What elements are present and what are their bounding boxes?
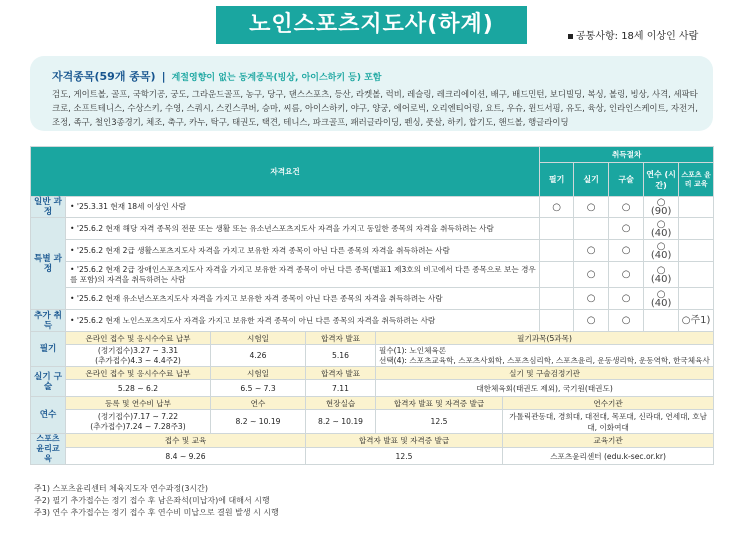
stage-label-practical: 실기 구술 xyxy=(31,367,66,397)
written-subjects-header: 필기과목(5과목) xyxy=(376,332,714,345)
footnote-1: 주1) 스포츠윤리센터 체육지도자 연수과정(3시간) xyxy=(34,484,209,493)
written-receipt-header: 온라인 접수 및 응시수수료 납부 xyxy=(66,332,211,345)
stage-label-written: 필기 xyxy=(31,332,66,367)
mark-cell xyxy=(679,288,714,310)
written-subjects-cell xyxy=(376,345,714,367)
written-exam-date: 4.26 xyxy=(211,345,306,367)
proc-col-training: 연수 (시간) xyxy=(644,163,679,197)
mark-cell: ○ xyxy=(574,262,609,288)
mark-cell: ○ (90) xyxy=(644,197,679,218)
mark-cell: ○ xyxy=(609,240,644,262)
training-org: 가톨릭관동대, 경희대, 대전대, 목포대, 신라대, 연세대, 호남대, 이화여대 xyxy=(503,410,714,434)
ethics-org-header: 교육기관 xyxy=(503,434,714,448)
mark-cell: ○ (40) xyxy=(644,288,679,310)
practical-result-date: 7.11 xyxy=(306,380,376,397)
training-reg-extra: (추가접수)7.24 ~ 7.28주3) xyxy=(90,421,186,431)
proc-col-ethics: 스포츠 윤리 교육 xyxy=(679,163,714,197)
stage-label-training: 연수 xyxy=(31,397,66,434)
practical-receipt-header: 온라인 접수 및 응시수수료 납부 xyxy=(66,367,211,380)
proc-col-practical: 실기 xyxy=(574,163,609,197)
group-label-general: 일반 과정 xyxy=(31,197,66,218)
practical-result-header: 합격자 발표 xyxy=(306,367,376,380)
mark-cell xyxy=(679,197,714,218)
written-receipt-extra: (추가접수)4.3 ~ 4.4주2) xyxy=(95,355,181,365)
practical-org: 대한체육회(태권도 제외), 국기원(태권도) xyxy=(376,380,714,397)
mark-cell xyxy=(644,310,679,332)
written-subjects-elective: 선택(4): 스포츠교육학, 스포츠사회학, 스포츠심리학, 스포츠윤리, 운동생리학, 운동역학, 한국체육사 xyxy=(379,355,710,365)
notice-text: 공통사항: 18세 이상인 사람 xyxy=(576,31,699,42)
practical-exam-date: 6.5 ~ 7.3 xyxy=(211,380,306,397)
mark-cell: ○ xyxy=(574,310,609,332)
written-receipt-cell xyxy=(66,345,211,367)
requirement-row: • '25.6.2 현재 노인스포츠지도사 자격을 가지고 보유한 자격 종목이 아닌 다른 종목의 자격을 취득하려는 사람 xyxy=(66,310,540,332)
mark-cell: ○ xyxy=(609,262,644,288)
mark-cell xyxy=(540,288,574,310)
procedure-table xyxy=(30,146,714,465)
proc-col-oral: 구술 xyxy=(609,163,644,197)
training-result-date: 12.5 xyxy=(376,410,503,434)
mark-cell xyxy=(540,310,574,332)
written-result-header: 합격자 발표 xyxy=(306,332,376,345)
practical-receipt-date: 5.28 ~ 6.2 xyxy=(66,380,211,397)
mark-cell: ○ xyxy=(609,218,644,240)
mark-cell: ○ xyxy=(609,310,644,332)
square-bullet-icon xyxy=(568,34,573,39)
mark-cell xyxy=(679,218,714,240)
mark-cell xyxy=(679,240,714,262)
proc-col-written: 필기 xyxy=(540,163,574,197)
ethics-org: 스포츠윤리센터 (edu.k-sec.or.kr) xyxy=(503,448,714,465)
training-reg-cell xyxy=(66,410,211,434)
ethics-receipt-date: 8.4 ~ 9.26 xyxy=(66,448,306,465)
written-subjects-required: 필수(1): 노인체육론 xyxy=(379,345,447,355)
sports-box xyxy=(30,56,713,131)
footnote-3: 주3) 연수 추가접수는 정기 접수 후 연수비 미납으로 결원 발생 시 시행 xyxy=(34,508,279,517)
practical-exam-header: 시험일 xyxy=(211,367,306,380)
group-label-additional: 추가 취득 xyxy=(31,310,66,332)
written-receipt-regular: (정기접수)3.27 ~ 3.31 xyxy=(97,345,179,355)
ethics-result-header: 합격자 발표 및 자격증 발급 xyxy=(306,434,503,448)
training-result-header: 합격자 발표 및 자격증 발급 xyxy=(376,397,503,410)
mark-cell xyxy=(574,218,609,240)
training-field-header: 현장실습 xyxy=(306,397,376,410)
sports-heading-title: 자격종목(59개 종목) xyxy=(52,70,156,83)
footnote-2: 주2) 필기 추가접수는 정기 접수 후 남은좌석(미납자)에 대해서 시행 xyxy=(34,496,270,505)
common-notice xyxy=(568,27,698,42)
ethics-result-date: 12.5 xyxy=(306,448,503,465)
mark-cell: ○ xyxy=(574,197,609,218)
training-reg-regular: (정기접수)7.17 ~ 7.22 xyxy=(97,411,179,421)
mark-cell: ○ xyxy=(609,288,644,310)
requirement-row: • '25.6.2 현재 2급 장애인스포츠지도사 자격을 가지고 보유한 자격 종목이 아닌 다른 종목(별표1 제3호의 비고에서 다른 종목으로 보는 경우를 포함)의 자격을 취득하려는 사람 xyxy=(66,262,540,288)
mark-cell xyxy=(540,262,574,288)
sports-heading-separator: | xyxy=(161,70,166,83)
training-training-header: 연수 xyxy=(211,397,306,410)
mark-cell xyxy=(540,218,574,240)
training-field-date: 8.2 ~ 10.19 xyxy=(306,410,376,434)
ethics-receipt-header: 접수 및 교육 xyxy=(66,434,306,448)
mark-cell xyxy=(540,240,574,262)
mark-cell xyxy=(679,262,714,288)
mark-cell: ○ (40) xyxy=(644,262,679,288)
requirement-row: • '25.3.31 현재 18세 이상인 사람 xyxy=(66,197,540,218)
group-label-special: 특별 과정 xyxy=(31,218,66,310)
page-title: 노인스포츠지도사(하계) xyxy=(216,6,527,44)
mark-cell: ○ xyxy=(540,197,574,218)
mark-cell: ○ xyxy=(574,240,609,262)
mark-cell: ○ xyxy=(574,288,609,310)
footnotes xyxy=(34,483,279,519)
training-reg-header: 등록 및 연수비 납부 xyxy=(66,397,211,410)
requirement-row: • '25.6.2 현재 유소년스포츠지도사 자격을 가지고 보유한 자격 종목이 아닌 다른 종목의 자격을 취득하려는 사람 xyxy=(66,288,540,310)
requirement-row: • '25.6.2 현재 2급 생활스포츠지도사 자격을 가지고 보유한 자격 종목이 아닌 다른 종목의 자격을 취득하려는 사람 xyxy=(66,240,540,262)
sports-list: 검도, 게이트볼, 골프, 국학기공, 궁도, 그라운드골프, 농구, 당구, 댄스스포츠, 등산, 라켓볼, 럭비, 레슬링, 레크리에이션, 배구, 배드민턴, 보디빌딩, 복싱, 볼링, 빙상, 사격, 세팍타크로, 소프트테니스, 수상스키, 수영, 스쿼시, 스킨스쿠버, 승마, 씨름, 아이스하키, 야구, 양궁, 에어로빅, 오리엔티어링, 요트, 우슈, 윈드서핑, 유도, 육상, 인라인스케이트, 자전거, 조정, 족구, 철인3종경기, 체조, 축구, 카누, 탁구, 태권도, 택견, 테니스, 파크골프, 패러글라이딩, 펜싱, 풋살, 하키, 합기도, 핸드볼, 행글라이딩 xyxy=(52,89,698,127)
training-date: 8.2 ~ 10.19 xyxy=(211,410,306,434)
training-org-header: 연수기관 xyxy=(503,397,714,410)
requirements-header: 자격요건 xyxy=(31,147,540,197)
mark-cell: ○ (40) xyxy=(644,218,679,240)
written-result-date: 5.16 xyxy=(306,345,376,367)
procedure-header: 취득절차 xyxy=(540,147,714,163)
sports-heading xyxy=(52,68,382,84)
mark-cell: ○ (40) xyxy=(644,240,679,262)
practical-org-header: 실기 및 구술검정기관 xyxy=(376,367,714,380)
mark-cell: ○ xyxy=(609,197,644,218)
written-exam-header: 시험일 xyxy=(211,332,306,345)
requirement-row: • '25.6.2 현재 해당 자격 종목의 전문 또는 생활 또는 유소년스포츠지도사 자격을 가지고 동일한 종목의 자격을 취득하려는 사람 xyxy=(66,218,540,240)
stage-label-ethics: 스포츠 윤리교육 xyxy=(31,434,66,465)
mark-cell: ○주1) xyxy=(679,310,714,332)
sports-heading-sub: 계절영향이 없는 동계종목(빙상, 아이스하키 등) 포함 xyxy=(171,73,382,83)
